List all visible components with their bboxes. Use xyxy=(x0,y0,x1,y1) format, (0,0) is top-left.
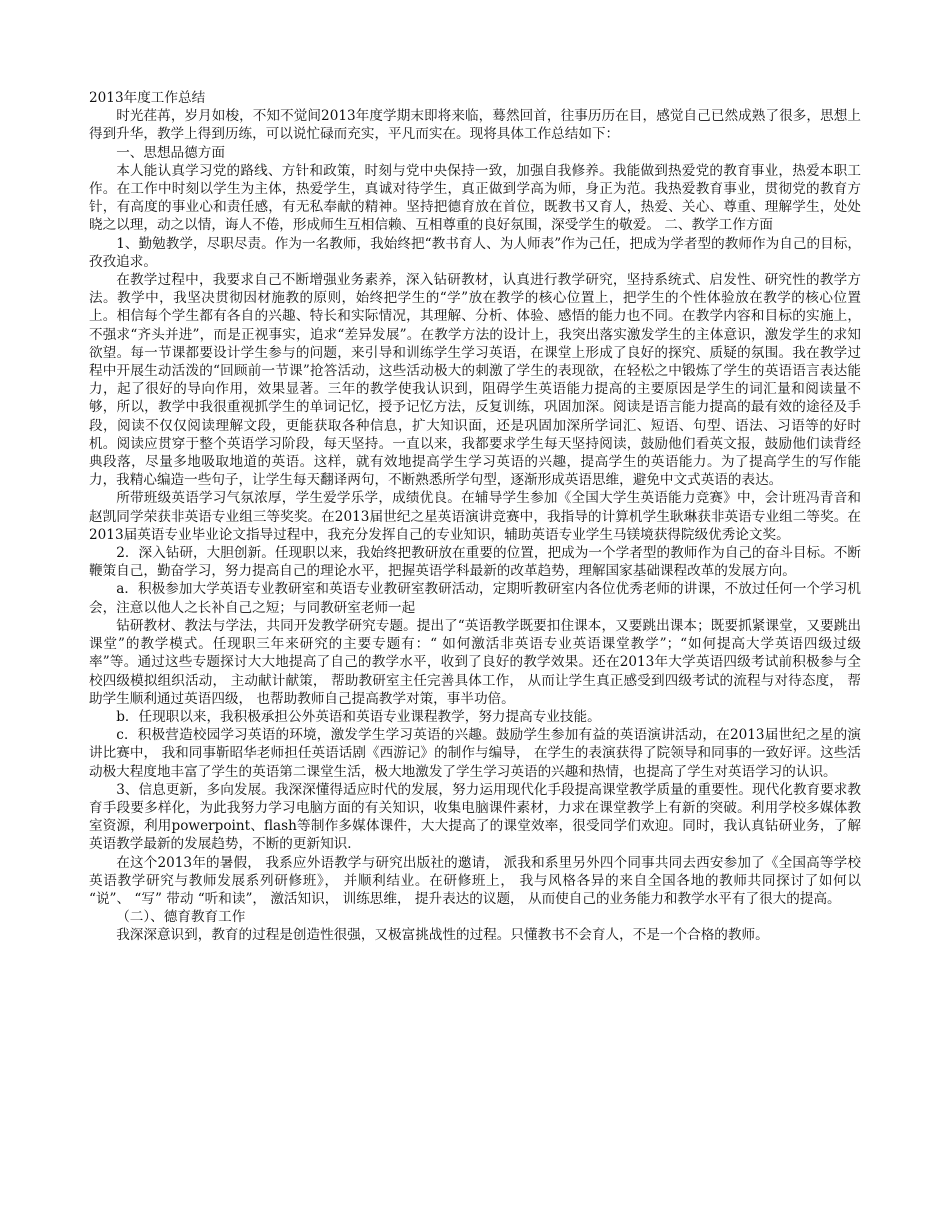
teaching-item-2a: a．积极参加大学英语专业教研室和英语专业教研室教研活动，定期听教研室内各位优秀老师的讲课，不放过任何一个学习机会，注意以他人之长补自己之短；与同教研室老师一起 xyxy=(89,581,861,616)
doc-title: 2013年度工作总结 xyxy=(89,90,206,106)
training-paragraph: 在这个2013年的暑假， 我系应外语教学与研究出版社的邀请， 派我和系里另外四个同事共同去西安参加了《全国高等学校英语教学研究与教师发展系列研修班》， 并顺利结业。在研修班上， 我与风格各异的来自全国各地的教师共同探讨了如何以 “说”、 “写” 带动 “听和读”， 激活知识， 训练思维， 提升表达的议题， 从而使自己的业务能力和教学水平有了很大的提高。 xyxy=(89,854,861,907)
document-page xyxy=(89,89,861,945)
teaching-item-2b: b．任现职以来，我积极承担公外英语和英语专业课程教学，努力提高专业技能。 xyxy=(116,708,601,725)
teaching-item-3: 3、信息更新，多向发展。我深深懂得适应时代的发展，努力运用现代化手段提高课堂教学质量的重要性。现代化教育要求教育手段要多样化，为此我努力学习电脑方面的有关知识，收集电脑课件素材，力求在课堂教学上有新的突破。利用学校多媒体教室资源，利用powerpoint、flash等制作多媒体课件，大大提高了的课堂效率，很受同学们欢迎。同时，我认真钻研业务，了解英语教学最新的发展趋势，不断的更新知识． xyxy=(89,781,861,853)
section-heading-moral-education: （二）、德育教育工作 xyxy=(116,909,246,926)
ideology-paragraph: 本人能认真学习党的路线、方针和政策，时刻与党中央保持一致，加强自我修养。我能做到热爱党的教育事业，热爱本职工作。在工作中时刻以学生为主体，热爱学生，真诚对待学生，真正做到学高为师，身正为范。我热爱教育事业，贯彻党的教育方针，有高度的事业心和责任感，有无私奉献的精神。坚持把德育放在首位，既教书又育人，热爱、关心、尊重、理解学生，处处晓之以理，动之以情，诲人不倦，形成师生互相信赖、互相尊重的良好氛围，深受学生的敬爱。 二、教学工作方面 xyxy=(89,162,861,234)
teaching-item-2: 2．深入钻研，大胆创新。任现职以来，我始终把教研放在重要的位置，把成为一个学者型的教师作为自己的奋斗目标。不断鞭策自己，勤奋学习，努力提高自己的理论水平，把握英语学科最新的改革趋势，理解国家基础课程改革的发展方向。 xyxy=(89,545,861,580)
research-paragraph: 钻研教材、教法与学法，共同开发教学研究专题。提出了“英语教学既要扣住课本，又要跳出课本；既要抓紧课堂，又要跳出课堂”的教学模式。任现职三年来研究的主要专题有：“ 如何激活非英语专业英语课堂教学”；“如何提高大学英语四级过级率”等。通过这些专题探讨大大地提高了自己的教学水平，收到了良好的教学效果。还在2013年大学英语四级考试前积极参与全校四级模拟组织活动， 主动献计献策， 帮助教研室主任完善具体工作， 从而让学生真正感受到四级考试的流程与对待态度， 帮助学生顺利通过英语四级， 也帮助教师自己提高教学对策，事半功倍。 xyxy=(89,617,861,707)
teaching-item-1: 1、勤勉教学，尽职尽责。作为一名教师，我始终把“教书育人、为人师表”作为己任，把成为学者型的教师作为自己的目标，孜孜追求。 xyxy=(89,235,861,270)
teaching-item-2c: c．积极营造校园学习英语的环境，激发学生学习英语的兴趣。鼓励学生参加有益的英语演讲活动，在2013届世纪之星的演讲比赛中， 我和同事靳昭华老师担任英语话剧《西游记》的制作与编导， 在学生的表演获得了院领导和同事的一致好评。这些活动极大程度地丰富了学生的英语第二课堂生活，极大地激发了学生学习英语的兴趣和热情，也提高了学生对英语学习的认识。 xyxy=(89,727,861,780)
moral-education-paragraph: 我深深意识到，教育的过程是创造性很强，又极富挑战性的过程。只懂教书不会育人，不是一个合格的教师。 xyxy=(116,927,769,944)
section-heading-ideology: 一、思想品德方面 xyxy=(116,144,225,161)
intro-paragraph: 时光荏苒，岁月如梭，不知不觉间2013年度学期末即将来临，蓦然回首，往事历历在目，感觉自己已然成熟了很多，思想上得到升华，教学上得到历练，可以说忙碌而充实，平凡而实在。现将具体工作总结如下： xyxy=(89,108,861,143)
awards-paragraph: 所带班级英语学习气氛浓厚，学生爱学乐学，成绩优良。在辅导学生参加《全国大学生英语能力竞赛》中，会计班冯青音和赵凯同学荣获非英语专业组三等奖奖。在2013届世纪之星英语演讲竞赛中，我指导的计算机学生耿琳获非英语专业组二等奖。在2013届英语专业毕业论文指导过程中，我充分发挥自己的专业知识，辅助英语专业学生马镁境获得院级优秀论文奖。 xyxy=(89,490,861,543)
teaching-process-paragraph: 在教学过程中，我要求自己不断增强业务素养，深入钻研教材，认真进行教学研究，坚持系统式、启发性、研究性的教学方法。教学中，我坚决贯彻因材施教的原则，始终把学生的“学”放在教学的核心位置上，把学生的个性体验放在教学的核心位置上。相信每个学生都有各自的兴趣、特长和实际情况，其理解、分析、体验、感悟的能力也不同。在教学内容和目标的实施上，不强求“齐头并进”，而是正视事实，追求“差异发展”。在教学方法的设计上，我突出落实激发学生的主体意识，激发学生的求知欲望。每一节课都要设计学生参与的问题，来引导和训练学生学习英语，在课堂上形成了良好的探究、质疑的氛围。我在教学过程中开展生动活泼的“回顾前一节课”抢答活动，这些活动极大的刺激了学生的表现欲，在轻松之中锻炼了学生的英语语言表达能力，起了很好的导向作用，效果显著。三年的教学使我认识到，阻碍学生英语能力提高的主要原因是学生的词汇量和阅读量不够，所以，教学中我很重视抓学生的单词记忆，授予记忆方法，反复训练，巩固加深。阅读是语言能力提高的最有效的途径及手段，阅读不仅仅阅读理解文段，更能获取各种信息，扩大知识面，还是巩固加深所学词汇、短语、句型、语法、习语等的好时机。阅读应贯穿于整个英语学习阶段，每天坚持。一直以来，我都要求学生每天坚持阅读，鼓励他们看英文报，鼓励他们读背经典段落，尽量多地吸取地道的英语。这样，就有效地提高学生学习英语的兴趣，提高学生的英语能力。为了提高学生的写作能力，我精心编造一些句子，让学生每天翻译两句，不断熟悉所学句型，逐渐形成英语思维，避免中文式英语的表达。 xyxy=(89,272,861,489)
